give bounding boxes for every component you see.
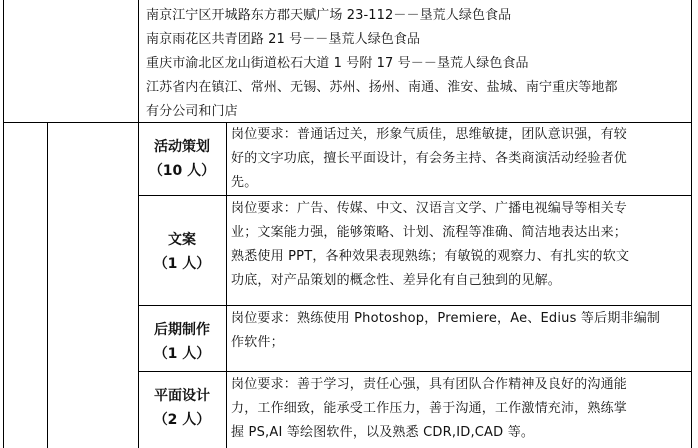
- requirement-line: 熟悉使用 PPT，各种效果表现熟练；有敏锐的观察力、有扎实的软文: [231, 249, 630, 264]
- position-count: （1 人）: [153, 346, 211, 362]
- requirement-line: 作软件；: [231, 335, 284, 350]
- address-line: 南京雨花区共青团路 21 号－－垦荒人绿色食品: [146, 32, 421, 47]
- table-row-divider: [138, 371, 692, 372]
- requirement-line: 岗位要求：熟练使用 Photoshop，Premiere，Ae、Edius 等后期非编制: [231, 311, 661, 326]
- position-title-cell: [138, 384, 226, 432]
- position-requirements: [231, 307, 691, 355]
- requirement-line: 好的文字功底，擅长平面设计，有会务主持、各类商演活动经验者优: [231, 151, 628, 166]
- table-column-divider: [47, 122, 48, 448]
- requirement-line: 力，工作细致，能承受工作压力，善于沟通，工作激情充沛，熟练掌: [231, 401, 628, 416]
- requirement-line: 岗位要求：广告、传媒、中文、汉语言文学、广播电视编导等相关专: [231, 201, 628, 216]
- address-line: 重庆市渝北区龙山街道松石大道 1 号附 17 号－－垦荒人绿色食品: [146, 56, 529, 71]
- position-title: 文案: [168, 232, 196, 248]
- position-requirements: [231, 373, 691, 445]
- position-title: 平面设计: [154, 388, 210, 404]
- position-title: 活动策划: [154, 139, 210, 155]
- position-title-cell: [138, 228, 226, 276]
- position-count: （2 人）: [153, 412, 211, 428]
- position-title-cell: [138, 135, 226, 183]
- requirement-line: 握 PS,AI 等绘图软件，以及熟悉 CDR,ID,CAD 等。: [231, 425, 535, 440]
- address-list: [146, 4, 691, 124]
- requirement-line: 岗位要求：善于学习，责任心强，具有团队合作精神及良好的沟通能: [231, 377, 628, 392]
- table-border-right: [691, 0, 692, 448]
- address-line: 南京江宁区开城路东方郡天赋广场 23-112－－垦荒人绿色食品: [146, 8, 512, 23]
- table-row-divider: [138, 195, 692, 196]
- requirement-line: 岗位要求：普通话过关，形象气质佳，思维敏捷，团队意识强，有较: [231, 127, 628, 142]
- position-count: （1 人）: [153, 256, 211, 272]
- position-count: （10 人）: [148, 163, 216, 179]
- address-line: 有分公司和门店: [146, 104, 238, 119]
- table-row-divider: [138, 305, 692, 306]
- requirement-line: 业；文案能力强，能够策略、计划、流程等准确、简洁地表达出来；: [231, 225, 628, 240]
- position-title: 后期制作: [154, 322, 210, 338]
- table-column-divider: [226, 122, 227, 448]
- table-border-left: [3, 0, 4, 448]
- address-line: 江苏省内在镇江、常州、无锡、苏州、扬州、南通、淮安、盐城、南宁重庆等地都: [146, 80, 618, 95]
- position-title-cell: [138, 318, 226, 366]
- requirement-line: 先。: [231, 175, 258, 190]
- table-column-divider: [138, 0, 139, 448]
- requirement-line: 功底，对产品策划的概念性、差异化有自己独到的见解。: [231, 273, 562, 288]
- position-requirements: [231, 123, 691, 195]
- position-requirements: [231, 197, 691, 293]
